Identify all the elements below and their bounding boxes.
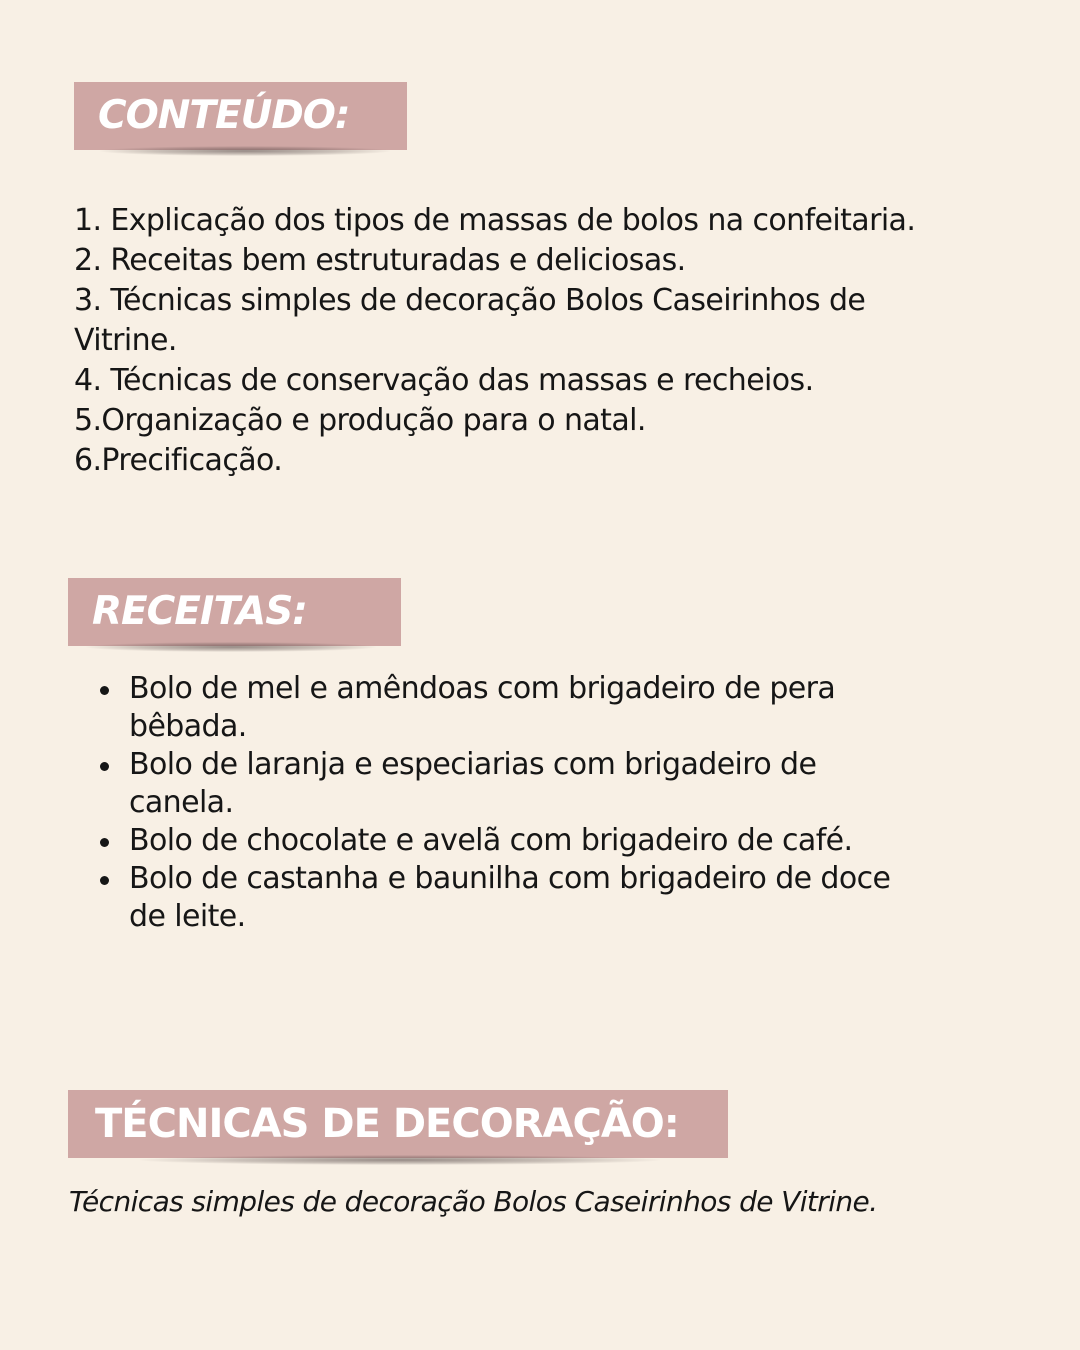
recipe-item-text: Bolo de mel e amêndoas com brigadeiro de pera bêbada. (129, 671, 836, 744)
content-list (74, 201, 934, 481)
bullet-icon (100, 838, 109, 847)
recipe-item (129, 860, 896, 936)
content-item-2: 2. Receitas bem estruturadas e deliciosas. (74, 243, 686, 278)
heading-shadow (86, 642, 376, 652)
bullet-icon (100, 686, 109, 695)
recipe-item (129, 670, 896, 746)
recipe-item-text: Bolo de castanha e baunilha com brigadeiro de doce de leite. (129, 861, 891, 934)
heading-shadow (140, 1155, 660, 1165)
section-heading-receitas: RECEITAS: (68, 578, 401, 646)
bullet-icon (100, 876, 109, 885)
heading-shadow (100, 146, 390, 156)
recipe-item (129, 822, 896, 860)
content-item-1: 1. Explicação dos tipos de massas de bolos na confeitaria. (74, 203, 916, 238)
content-item-3: 3. Técnicas simples de decoração Bolos Caseirinhos de Vitrine. (74, 283, 866, 358)
decoration-description: Técnicas simples de decoração Bolos Caseirinhos de Vitrine. (69, 1185, 878, 1218)
recipe-item (129, 746, 896, 822)
bullet-icon (100, 762, 109, 771)
recipe-list (86, 670, 896, 936)
recipe-item-text: Bolo de laranja e especiarias com brigadeiro de canela. (129, 747, 817, 820)
section-heading-conteudo: CONTEÚDO: (74, 82, 407, 150)
content-item-6: 6.Precificação. (74, 443, 283, 478)
content-item-5: 5.Organização e produção para o natal. (74, 403, 646, 438)
recipe-item-text: Bolo de chocolate e avelã com brigadeiro de café. (129, 823, 853, 858)
content-item-4: 4. Técnicas de conservação das massas e recheios. (74, 363, 814, 398)
section-heading-tecnicas: TÉCNICAS DE DECORAÇÃO: (68, 1090, 728, 1158)
